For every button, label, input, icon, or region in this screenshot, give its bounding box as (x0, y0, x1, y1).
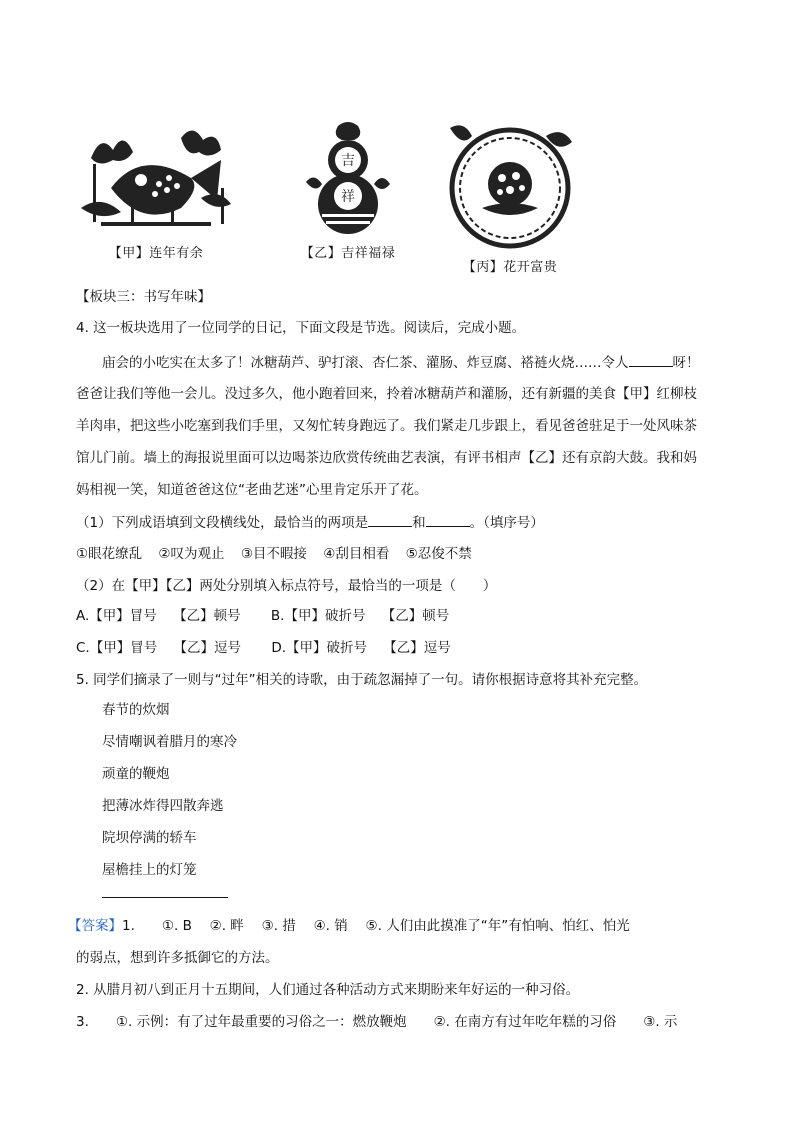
choice-a: 【乙】顿号 (173, 608, 241, 624)
passage-line-1 (102, 352, 700, 373)
fill-blank (368, 512, 412, 527)
answer-label: 【答案】 (68, 918, 122, 934)
poem-line: 尽情嘲讽着腊月的寒冷 (102, 734, 237, 750)
q4-sub2-choices-ab (76, 606, 449, 626)
poem-line: 春节的炊烟 (102, 702, 170, 718)
choice-b: B.【甲】破折号 (270, 608, 366, 624)
poem-line: 院坝停满的轿车 (102, 830, 197, 846)
answer-line-3: 2. 从腊月初八到正月十五期间，人们通过各种活动方式来期盼来年好运的一种习俗。 (76, 982, 580, 998)
q4-prompt: 4. 这一板块选用了一位同学的日记，下面文段是节选。阅读后，完成小题。 (76, 320, 526, 336)
choice-b: 【乙】顿号 (381, 608, 450, 624)
figure-bing (440, 118, 580, 275)
passage-line-2: 爸爸让我们等他一会儿。没过多久，他小跑着回来，拎着冰糖葫芦和灌肠，还有新疆的美食【甲】红柳枝 (76, 386, 697, 402)
option: ④刮目相看 (323, 546, 390, 562)
sub1-mid: 和 (412, 515, 426, 531)
sub1-prefix: （1）下列成语填到文段横线处，最恰当的两项是 (76, 515, 369, 531)
fill-blank (426, 512, 470, 527)
answer-line-1 (68, 916, 630, 936)
answer-text: 1. ①. B ②. 畔 ③. 措 ④. 销 ⑤. 人们由此摸准了“年”有怕响、怕红、怕光 (122, 918, 630, 934)
q5-prompt: 5. 同学们摘录了一则与“过年”相关的诗歌，由于疏忽漏掉了一句。请你根据诗意将其补充完整。 (76, 672, 648, 688)
q4-sub2-prompt: （2）在【甲】【乙】两处分别填入标点符号，最恰当的一项是（ ） (76, 578, 497, 594)
papercut-fish-lotus-icon (71, 118, 241, 236)
choice-d: 【乙】逗号 (383, 640, 451, 656)
figure-caption: 【甲】连年有余 (108, 246, 204, 261)
gourd-char-ji: 吉 (341, 153, 355, 169)
section-title: 【板块三：书写年味】 (76, 289, 211, 305)
passage-text: 呀！ (672, 355, 700, 371)
option: ②叹为观止 (158, 546, 225, 562)
choice-a: A.【甲】冒号 (76, 608, 157, 624)
poem-missing-blank (102, 884, 228, 904)
option: ①眼花缭乱 (76, 546, 143, 562)
option: ③目不暇接 (240, 546, 307, 562)
papercut-figures (62, 118, 592, 278)
choice-d: D.【甲】破折号 (271, 640, 367, 656)
q4-sub1-prompt (76, 512, 544, 533)
choice-c: C.【甲】冒号 (76, 640, 158, 656)
option: ⑤忍俊不禁 (405, 546, 472, 562)
poem-line: 顽童的鞭炮 (102, 766, 170, 782)
passage-line-5: 妈相视一笑，知道爸爸这位“老曲艺迷”心里肯定乐开了花。 (76, 482, 428, 498)
passage-text: 庙会的小吃实在太多了！冰糖葫芦、驴打滚、杏仁茶、灌肠、炸豆腐、褡裢火烧……令人 (102, 355, 629, 371)
answer-line-4: 3. ①. 示例：有了过年最重要的习俗之一：燃放鞭炮 ②. 在南方有过年吃年糕的习俗 ③. 示 (76, 1014, 678, 1030)
gourd-char-xiang: 祥 (341, 189, 355, 205)
figure-caption: 【丙】花开富贵 (462, 260, 558, 275)
q4-sub2-choices-cd (76, 638, 451, 658)
answer-line-2: 的弱点，想到许多抵御它的方法。 (76, 950, 279, 966)
figure-jia (68, 118, 244, 261)
choice-c: 【乙】逗号 (173, 640, 242, 656)
figure-caption: 【乙】吉祥福禄 (300, 246, 396, 261)
poem-line: 把薄冰炸得四散奔逃 (102, 798, 224, 814)
figure-yi (288, 118, 408, 261)
q4-sub1-options (76, 544, 472, 564)
papercut-peony-circle-icon (442, 118, 578, 250)
passage-line-3: 羊肉串，把这些小吃塞到我们手里，又匆忙转身跑远了。我们紧走几步跟上，看见爸爸驻足于一处风味茶 (76, 418, 697, 434)
papercut-gourd-icon (300, 118, 396, 236)
poem-line: 屋檐挂上的灯笼 (102, 862, 197, 878)
passage-line-4: 馆儿门前。墙上的海报说里面可以边喝茶边欣赏传统曲艺表演，有评书相声【乙】还有京韵大鼓。我和妈 (76, 450, 697, 466)
sub1-suffix: 。（填序号） (469, 515, 544, 531)
fill-blank (629, 352, 673, 367)
